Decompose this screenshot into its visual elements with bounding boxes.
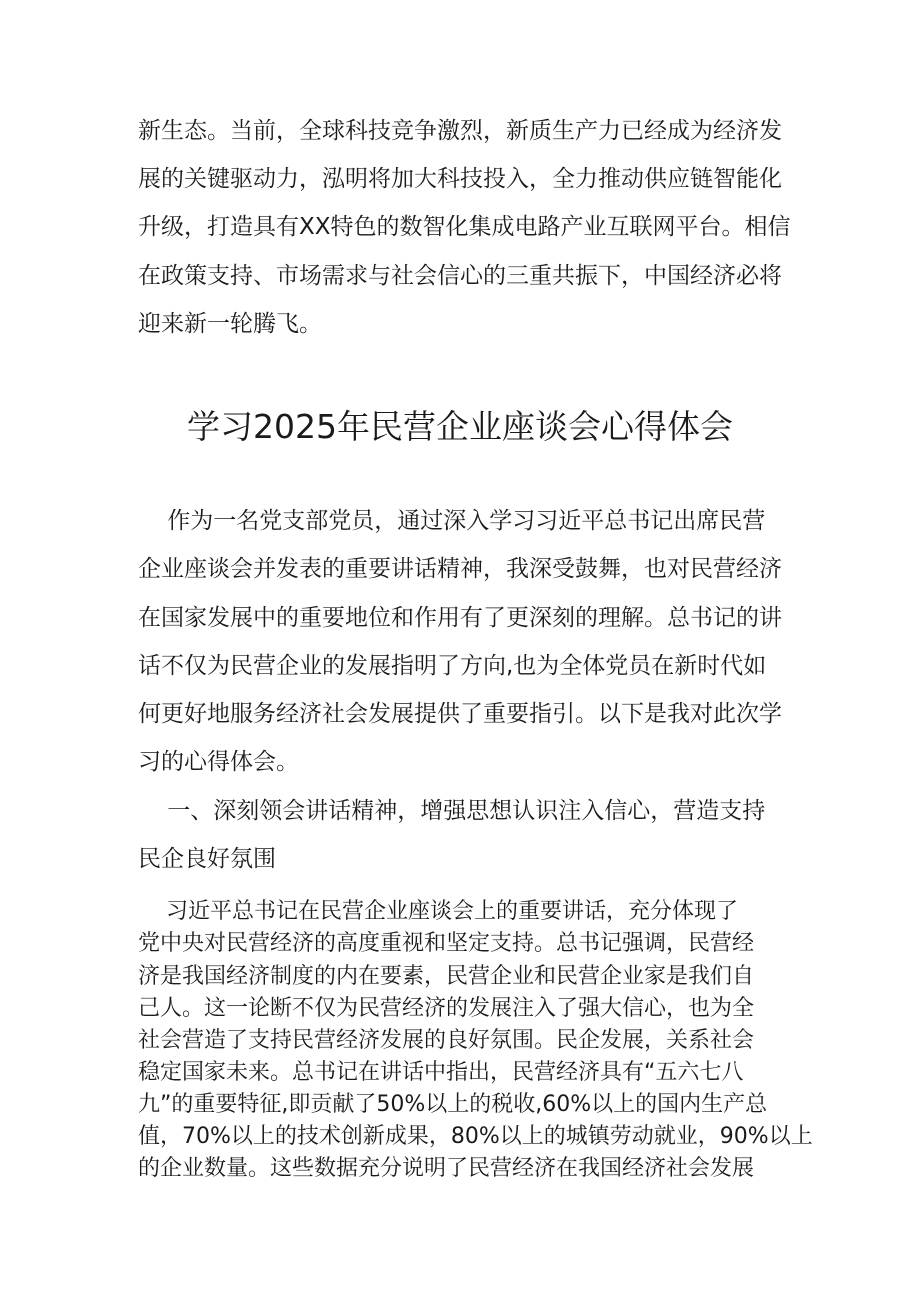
- para1-line-3: 在国家发展中的重要地位和作用有了更深刻的理解。总书记的讲: [138, 605, 782, 631]
- intro-line-1: 新生态。当前，全球科技竞争激烈，新质生产力已经成为经济发: [138, 118, 782, 144]
- para2-line-6: 稳定国家未来。总书记在讲话中指出，民营经济具有“五六七八: [138, 1060, 744, 1085]
- para2-line-3: 济是我国经济制度的内在要素，民营企业和民营企业家是我们自: [138, 964, 755, 989]
- para2-line-7: 九”的重要特征,即贡献了50%以上的税收,60%以上的国内生产总: [138, 1092, 768, 1117]
- document-title: 学习2025年民营企业座谈会心得体会: [187, 407, 733, 446]
- para2-line-8: 值，70%以上的技术创新成果，80%以上的城镇劳动就业，90%以上: [138, 1124, 813, 1149]
- para2-line-4: 己人。这一论断不仅为民营经济的发展注入了强大信心，也为全: [138, 996, 755, 1021]
- section-heading-1-line-2: 民企良好氛围: [138, 846, 276, 872]
- intro-line-2: 展的关键驱动力，泓明将加大科技投入，全力推动供应链智能化: [138, 166, 782, 192]
- para1-line-2: 企业座谈会并发表的重要讲话精神，我深受鼓舞，也对民营经济: [138, 556, 782, 582]
- intro-line-5: 迎来新一轮腾飞。: [138, 311, 322, 337]
- para1-line-1: 作为一名党支部党员，通过深入学习习近平总书记出席民营: [138, 508, 766, 534]
- para2-line-1: 习近平总书记在民营企业座谈会上的重要讲话，充分体现了: [138, 899, 738, 924]
- intro-line-4: 在政策支持、市场需求与社会信心的三重共振下，中国经济必将: [138, 263, 782, 289]
- para1-line-6: 习的心得体会。: [138, 749, 299, 775]
- para2-line-9: 的企业数量。这些数据充分说明了民营经济在我国经济社会发展: [138, 1156, 755, 1181]
- section-heading-1-line-1: 一、深刻领会讲话精神，增强思想认识注入信心，营造支持: [138, 798, 766, 824]
- intro-line-3: 升级，打造具有XX特色的数智化集成电路产业互联网平台。相信: [138, 214, 791, 240]
- para2-line-5: 社会营造了支持民营经济发展的良好氛围。民企发展，关系社会: [138, 1028, 755, 1053]
- para1-line-5: 何更好地服务经济社会发展提供了重要指引。以下是我对此次学: [138, 701, 782, 727]
- para2-line-2: 党中央对民营经济的高度重视和坚定支持。总书记强调，民营经: [138, 931, 755, 956]
- para1-line-4: 话不仅为民营企业的发展指明了方向,也为全体党员在新时代如: [138, 653, 767, 679]
